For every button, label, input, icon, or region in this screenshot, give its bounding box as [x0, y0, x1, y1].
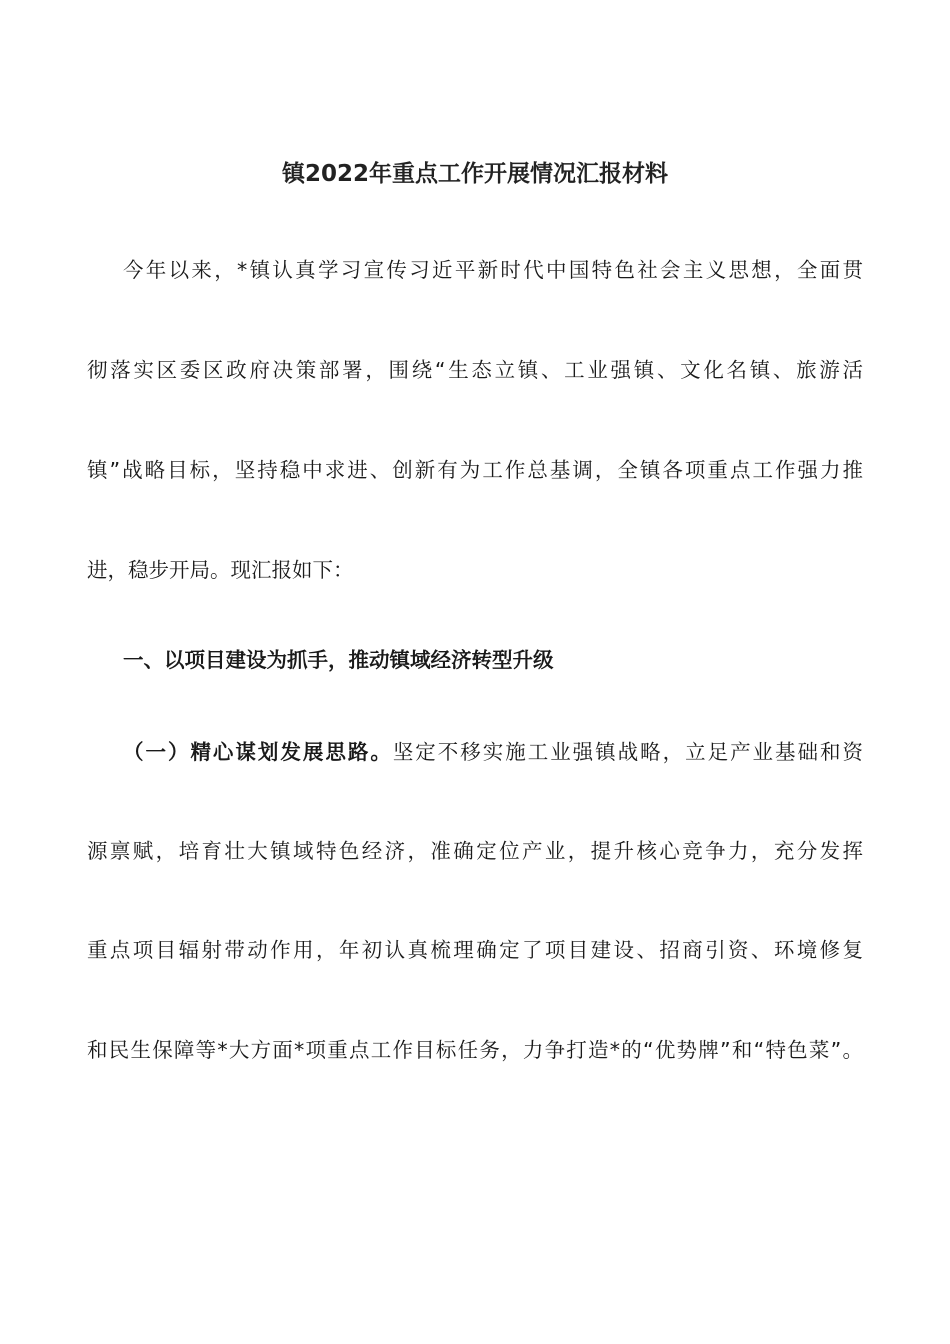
subsection-1-first-line — [123, 737, 863, 767]
subsection-1-line-3: 重点项目辐射带动作用，年初认真梳理确定了项目建设、招商引资、环境修复 — [87, 938, 863, 962]
intro-line-3: 镇”战略目标，坚持稳中求进、创新有为工作总基调，全镇各项重点工作强力推 — [87, 458, 863, 482]
subsection-1-lead: （一）精心谋划发展思路。 — [123, 740, 393, 764]
subsection-1-line-2: 源禀赋，培育壮大镇域特色经济，准确定位产业，提升核心竞争力，充分发挥 — [87, 839, 863, 863]
intro-line-2: 彻落实区委区政府决策部署，围绕“生态立镇、工业强镇、文化名镇、旅游活 — [87, 358, 863, 382]
subsection-1-lead-rest: 坚定不移实施工业强镇战略，立足产业基础和资 — [392, 740, 863, 764]
document-title: 镇2022年重点工作开展情况汇报材料 — [281, 161, 668, 187]
subsection-1-line-4: 和民生保障等*大方面*项重点工作目标任务，力争打造*的“优势牌”和“特色菜”。 — [87, 1038, 863, 1062]
intro-line-4: 进，稳步开局。现汇报如下： — [87, 558, 354, 582]
intro-line-1: 今年以来，*镇认真学习宣传习近平新时代中国特色社会主义思想，全面贯 — [123, 258, 863, 282]
section-1-heading: 一、以项目建设为抓手，推动镇域经济转型升级 — [123, 648, 554, 672]
